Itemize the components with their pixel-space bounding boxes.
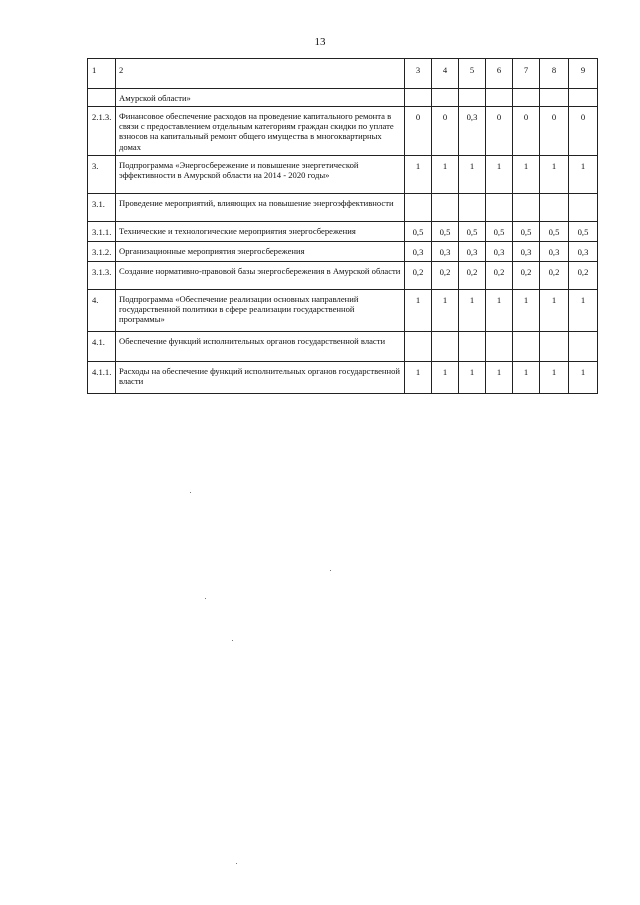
row-value-col-5: 0,3: [459, 241, 486, 261]
row-name: Организационные мероприятия энергосбережения: [116, 241, 405, 261]
row-code: 2.1.3.: [88, 107, 116, 156]
row-value-col-3: 0,3: [405, 241, 432, 261]
row-value-col-6: 0,3: [486, 241, 513, 261]
header-cell-7: 7: [513, 59, 540, 89]
row-value-col-8: 1: [540, 289, 569, 331]
row-value-col-5: [459, 331, 486, 361]
row-value-col-8: 0: [540, 107, 569, 156]
row-value-col-5: 0,5: [459, 221, 486, 241]
header-cell-5: 5: [459, 59, 486, 89]
table-body: [88, 59, 598, 394]
row-value-col-3: 0,2: [405, 261, 432, 289]
page-number: 13: [314, 36, 326, 48]
row-value-col-7: 0: [513, 107, 540, 156]
row-value-col-7: [513, 89, 540, 107]
row-name: Подпрограмма «Энергосбережение и повышение энергетической эффективности в Амурской области на 2014 - 2020 годы»: [116, 155, 405, 193]
row-value-col-8: 0,5: [540, 221, 569, 241]
table-row: [88, 155, 598, 193]
row-value-col-8: 1: [540, 155, 569, 193]
row-value-col-4: [432, 89, 459, 107]
row-value-col-5: 0,2: [459, 261, 486, 289]
row-value-col-6: 1: [486, 289, 513, 331]
row-value-col-4: 0,2: [432, 261, 459, 289]
row-value-col-4: 0,3: [432, 241, 459, 261]
scan-speck: [236, 863, 237, 864]
row-value-col-9: 1: [569, 289, 598, 331]
row-value-col-4: 0: [432, 107, 459, 156]
row-value-col-4: [432, 193, 459, 221]
header-cell-3: 3: [405, 59, 432, 89]
table-header-row: [88, 59, 598, 89]
row-value-col-8: 0,3: [540, 241, 569, 261]
row-name: Подпрограмма «Обеспечение реализации основных направлений государственной политики в сфере реализации государственной программы»: [116, 289, 405, 331]
row-code: [88, 89, 116, 107]
row-code: 4.1.: [88, 331, 116, 361]
row-value-col-3: 0,5: [405, 221, 432, 241]
table-row: [88, 193, 598, 221]
row-value-col-9: 0,2: [569, 261, 598, 289]
scan-speck: [330, 570, 331, 571]
scan-speck: [232, 640, 233, 641]
row-value-col-6: 1: [486, 155, 513, 193]
row-value-col-3: 1: [405, 155, 432, 193]
row-value-col-6: 0,2: [486, 261, 513, 289]
row-value-col-8: [540, 89, 569, 107]
header-cell-4: 4: [432, 59, 459, 89]
row-value-col-4: 1: [432, 155, 459, 193]
row-name: Обеспечение функций исполнительных органов государственной власти: [116, 331, 405, 361]
row-value-col-7: 0,2: [513, 261, 540, 289]
row-value-col-6: 0,5: [486, 221, 513, 241]
row-value-col-9: 1: [569, 155, 598, 193]
row-value-col-9: 0,5: [569, 221, 598, 241]
table-row: [88, 361, 598, 393]
row-value-col-4: 1: [432, 361, 459, 393]
row-value-col-3: 1: [405, 289, 432, 331]
row-value-col-7: [513, 193, 540, 221]
row-value-col-8: [540, 193, 569, 221]
row-value-col-7: 1: [513, 361, 540, 393]
header-cell-8: 8: [540, 59, 569, 89]
row-code: 3.1.1.: [88, 221, 116, 241]
row-value-col-4: [432, 331, 459, 361]
row-value-col-6: [486, 331, 513, 361]
row-name: Проведение мероприятий, влияющих на повышение энергоэффективности: [116, 193, 405, 221]
row-value-col-7: [513, 331, 540, 361]
row-value-col-7: 1: [513, 289, 540, 331]
header-cell-2: 2: [116, 59, 405, 89]
row-value-col-5: 1: [459, 289, 486, 331]
row-value-col-7: 0,3: [513, 241, 540, 261]
row-value-col-9: [569, 193, 598, 221]
row-value-col-3: [405, 331, 432, 361]
row-value-col-5: 1: [459, 155, 486, 193]
row-value-col-5: [459, 89, 486, 107]
row-code: 3.1.: [88, 193, 116, 221]
row-code: 4.: [88, 289, 116, 331]
row-value-col-8: 0,2: [540, 261, 569, 289]
scan-speck: [190, 492, 191, 493]
row-value-col-5: [459, 193, 486, 221]
row-value-col-8: 1: [540, 361, 569, 393]
row-value-col-4: 0,5: [432, 221, 459, 241]
table-row: [88, 289, 598, 331]
row-value-col-7: 0,5: [513, 221, 540, 241]
table-row: [88, 331, 598, 361]
header-cell-9: 9: [569, 59, 598, 89]
row-code: 4.1.1.: [88, 361, 116, 393]
row-value-col-6: [486, 89, 513, 107]
row-value-col-9: [569, 331, 598, 361]
row-value-col-6: 0: [486, 107, 513, 156]
row-name: Создание нормативно-правовой базы энергосбережения в Амурской области: [116, 261, 405, 289]
row-value-col-9: 1: [569, 361, 598, 393]
header-cell-1: 1: [88, 59, 116, 89]
row-value-col-6: 1: [486, 361, 513, 393]
row-value-col-5: 0,3: [459, 107, 486, 156]
row-value-col-9: 0: [569, 107, 598, 156]
row-code: 3.: [88, 155, 116, 193]
table-row: [88, 107, 598, 156]
row-code: 3.1.3.: [88, 261, 116, 289]
header-cell-6: 6: [486, 59, 513, 89]
row-name: Амурской области»: [116, 89, 405, 107]
row-value-col-9: 0,3: [569, 241, 598, 261]
row-name: Расходы на обеспечение функций исполнительных органов государственной власти: [116, 361, 405, 393]
table-row: [88, 241, 598, 261]
row-code: 3.1.2.: [88, 241, 116, 261]
row-name: Финансовое обеспечение расходов на проведение капитального ремонта в связи с предоставлением отдельным категориям граждан скидки по уплате взносов на капитальный ремонт общего имущества в многоквартирных домах: [116, 107, 405, 156]
row-value-col-4: 1: [432, 289, 459, 331]
row-value-col-8: [540, 331, 569, 361]
table-row: [88, 221, 598, 241]
row-value-col-7: 1: [513, 155, 540, 193]
row-value-col-3: 0: [405, 107, 432, 156]
scan-speck: [205, 598, 206, 599]
indicator-table: [87, 58, 598, 394]
row-value-col-3: 1: [405, 361, 432, 393]
table-row: [88, 261, 598, 289]
row-value-col-3: [405, 193, 432, 221]
table-row: [88, 89, 598, 107]
row-value-col-9: [569, 89, 598, 107]
row-value-col-3: [405, 89, 432, 107]
row-value-col-5: 1: [459, 361, 486, 393]
row-name: Технические и технологические мероприятия энергосбережения: [116, 221, 405, 241]
row-value-col-6: [486, 193, 513, 221]
